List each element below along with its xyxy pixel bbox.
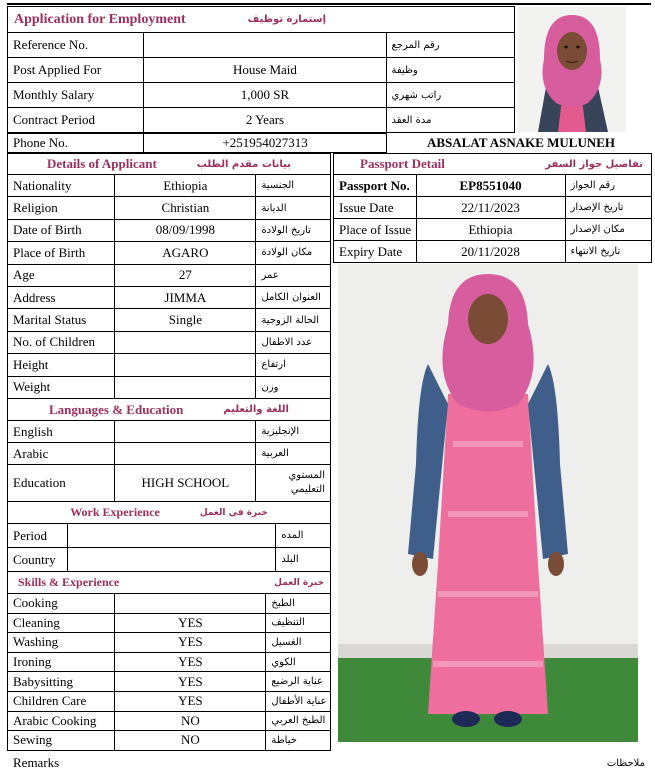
remarks-label-ar: ملاحظات bbox=[606, 757, 645, 769]
skill-row bbox=[7, 653, 331, 673]
applicant-value bbox=[115, 354, 256, 375]
passport-title-en: Passport Detail bbox=[360, 156, 445, 171]
applicant-value: AGARO bbox=[115, 242, 256, 263]
language-row bbox=[7, 465, 331, 502]
skill-label: Sewing bbox=[8, 731, 115, 750]
applicant-label-ar: الجنسية bbox=[261, 180, 295, 192]
skill-row bbox=[7, 731, 331, 751]
passport-value: 22/11/2023 bbox=[417, 197, 566, 218]
applicant-label-ar: الديانة bbox=[261, 202, 287, 214]
work-section-header bbox=[7, 502, 331, 524]
skills-title-en: Skills & Experience bbox=[18, 575, 120, 589]
passport-label-ar: تاريخ الانتهاء bbox=[570, 246, 621, 257]
passport-row bbox=[333, 219, 652, 241]
work-label-ar: المده bbox=[281, 530, 304, 541]
passport-label-ar: تاريخ الإصدار bbox=[570, 202, 624, 213]
work-row bbox=[7, 548, 331, 572]
header-info-row bbox=[7, 83, 515, 108]
skill-label: Cleaning bbox=[8, 614, 115, 633]
skill-label-ar: الغسيل bbox=[271, 636, 302, 648]
header-label: Post Applied For bbox=[8, 58, 144, 82]
applicant-label: Height bbox=[8, 354, 115, 375]
applicant-label: Weight bbox=[8, 377, 115, 398]
language-value bbox=[115, 421, 256, 442]
applicant-row bbox=[7, 309, 331, 331]
skill-label: Washing bbox=[8, 633, 115, 652]
passport-label-ar: مكان الإصدار bbox=[570, 224, 625, 235]
applicant-row bbox=[7, 332, 331, 354]
applicant-label: Place of Birth bbox=[8, 242, 115, 263]
headshot-photo bbox=[518, 7, 626, 132]
applicant-label-ar: عمر bbox=[261, 269, 279, 281]
applicant-label: Address bbox=[8, 287, 115, 308]
applicant-value bbox=[115, 332, 256, 353]
passport-row bbox=[333, 197, 652, 219]
work-title-en: Work Experience bbox=[70, 505, 160, 519]
skill-value bbox=[115, 594, 266, 613]
applicant-label-ar: وزن bbox=[261, 381, 279, 393]
full-body-photo bbox=[338, 264, 638, 742]
applicant-value: Christian bbox=[115, 197, 256, 218]
language-label: Education bbox=[8, 465, 115, 501]
skill-label: Arabic Cooking bbox=[8, 712, 115, 731]
work-label-ar: البلد bbox=[281, 554, 299, 565]
skill-value: YES bbox=[115, 672, 266, 691]
language-label-ar: العربية bbox=[261, 448, 289, 459]
work-label: Country bbox=[8, 548, 68, 571]
applicant-row bbox=[7, 175, 331, 197]
applicant-value: 27 bbox=[115, 265, 256, 286]
applicant-value bbox=[115, 377, 256, 398]
applicant-value: Ethiopia bbox=[115, 175, 256, 196]
language-row bbox=[7, 421, 331, 443]
skill-row bbox=[7, 692, 331, 712]
languages-section-header bbox=[7, 399, 331, 421]
skills-title-ar: خبرة العمل bbox=[274, 577, 324, 588]
passport-title-ar: تفاصيل جواز السفر bbox=[545, 158, 643, 170]
header-label-ar: راتب شهري bbox=[391, 89, 442, 101]
applicant-label: Age bbox=[8, 265, 115, 286]
work-value bbox=[68, 524, 277, 547]
header-label: Contract Period bbox=[8, 108, 144, 132]
applicant-value: Single bbox=[115, 309, 256, 330]
passport-label-ar: رقم الجواز bbox=[570, 180, 616, 191]
skill-label: Babysitting bbox=[8, 672, 115, 691]
applicant-row bbox=[7, 265, 331, 287]
passport-row bbox=[333, 241, 652, 263]
skill-label-ar: الكوي bbox=[271, 656, 296, 668]
languages-title-en: Languages & Education bbox=[49, 401, 184, 417]
skill-row bbox=[7, 594, 331, 614]
skill-label-ar: عناية الأطفال bbox=[271, 695, 327, 707]
skill-label: Cooking bbox=[8, 594, 115, 613]
applicant-label: Religion bbox=[8, 197, 115, 218]
header-info-row bbox=[7, 33, 515, 58]
skill-value: YES bbox=[115, 633, 266, 652]
applicant-row bbox=[7, 220, 331, 242]
form-title-en: Application for Employment bbox=[14, 11, 186, 27]
phone-row bbox=[7, 133, 387, 153]
applicant-label-ar: ارتفاع bbox=[261, 359, 286, 371]
skill-value: NO bbox=[115, 731, 266, 750]
language-label-ar: الإنجليزية bbox=[261, 426, 300, 437]
skill-value: NO bbox=[115, 712, 266, 731]
passport-label: Issue Date bbox=[334, 197, 417, 218]
applicant-row bbox=[7, 242, 331, 264]
skill-value: YES bbox=[115, 692, 266, 711]
languages-title-ar: اللغة والتعليم bbox=[223, 404, 289, 415]
applicant-section-header bbox=[7, 153, 331, 175]
language-label: English bbox=[8, 421, 115, 442]
applicant-label: Marital Status bbox=[8, 309, 115, 330]
header-label-ar: وظيفة bbox=[391, 64, 418, 76]
header-value: 2 Years bbox=[144, 108, 386, 132]
skill-row bbox=[7, 633, 331, 653]
applicant-label: Date of Birth bbox=[8, 220, 115, 241]
header-value: House Maid bbox=[144, 58, 386, 82]
phone-value: +251954027313 bbox=[222, 135, 308, 150]
header-value: 1,000 SR bbox=[144, 83, 386, 107]
applicant-label: No. of Children bbox=[8, 332, 115, 353]
header-label-ar: رقم المرجع bbox=[391, 39, 440, 51]
remarks-row bbox=[7, 752, 651, 774]
passport-value: 20/11/2028 bbox=[417, 241, 566, 262]
work-label: Period bbox=[8, 524, 68, 547]
skill-label-ar: خياطة bbox=[271, 734, 297, 746]
header-info-row bbox=[7, 108, 515, 133]
work-title-ar: خبرة في العمل bbox=[199, 507, 268, 518]
applicant-value: JIMMA bbox=[115, 287, 256, 308]
applicant-label-ar: الحالة الزوجية bbox=[261, 314, 320, 326]
skill-value: YES bbox=[115, 614, 266, 633]
skill-row bbox=[7, 614, 331, 634]
header-label: Reference No. bbox=[8, 33, 144, 57]
passport-row bbox=[333, 175, 652, 197]
work-row bbox=[7, 524, 331, 548]
skill-label-ar: الطبخ bbox=[271, 597, 295, 609]
skills-section-header bbox=[7, 572, 331, 594]
language-value: HIGH SCHOOL bbox=[115, 465, 256, 501]
language-label: Arabic bbox=[8, 443, 115, 464]
applicant-row bbox=[7, 197, 331, 219]
form-title-ar: إستمارة توظيف bbox=[247, 14, 327, 25]
applicant-name: ABSALAT ASNAKE MULUNEH bbox=[426, 135, 616, 150]
skill-label: Children Care bbox=[8, 692, 115, 711]
header-info-row bbox=[7, 58, 515, 83]
passport-value: Ethiopia bbox=[417, 219, 566, 240]
applicant-title-en: Details of Applicant bbox=[47, 156, 157, 171]
applicant-label-ar: تاريخ الولادة bbox=[261, 224, 311, 236]
skill-row bbox=[7, 672, 331, 692]
applicant-row bbox=[7, 377, 331, 399]
passport-value: EP8551040 bbox=[417, 175, 566, 196]
work-value bbox=[68, 548, 277, 571]
form-title-bar bbox=[7, 6, 515, 33]
phone-label: Phone No. bbox=[8, 134, 144, 152]
top-border bbox=[7, 3, 651, 5]
language-value bbox=[115, 443, 256, 464]
applicant-row bbox=[7, 287, 331, 309]
skill-label-ar: عناية الرضيع bbox=[271, 676, 323, 688]
language-row bbox=[7, 443, 331, 465]
passport-label: Passport No. bbox=[334, 175, 417, 196]
applicant-label-ar: العنوان الكامل bbox=[261, 292, 321, 304]
passport-label: Place of Issue bbox=[334, 219, 417, 240]
applicant-label-ar: عدد الاطفال bbox=[261, 336, 313, 348]
applicant-label: Nationality bbox=[8, 175, 115, 196]
skill-label-ar: الطبخ العربي bbox=[271, 715, 326, 727]
passport-label: Expiry Date bbox=[334, 241, 417, 262]
passport-section-header bbox=[333, 153, 652, 175]
applicant-value: 08/09/1998 bbox=[115, 220, 256, 241]
language-label-ar: المستوي التعليمي bbox=[288, 470, 325, 495]
skill-value: YES bbox=[115, 653, 266, 672]
skill-label: Ironing bbox=[8, 653, 115, 672]
remarks-label: Remarks bbox=[13, 755, 60, 770]
applicant-label-ar: مكان الولادة bbox=[261, 247, 313, 259]
skill-row bbox=[7, 712, 331, 732]
header-label: Monthly Salary bbox=[8, 83, 144, 107]
header-label-ar: مدة العقد bbox=[391, 114, 432, 126]
header-value bbox=[144, 33, 386, 57]
applicant-row bbox=[7, 354, 331, 376]
skill-label-ar: التنظيف bbox=[271, 617, 305, 629]
applicant-title-ar: بيانات مقدم الطلب bbox=[196, 158, 291, 170]
